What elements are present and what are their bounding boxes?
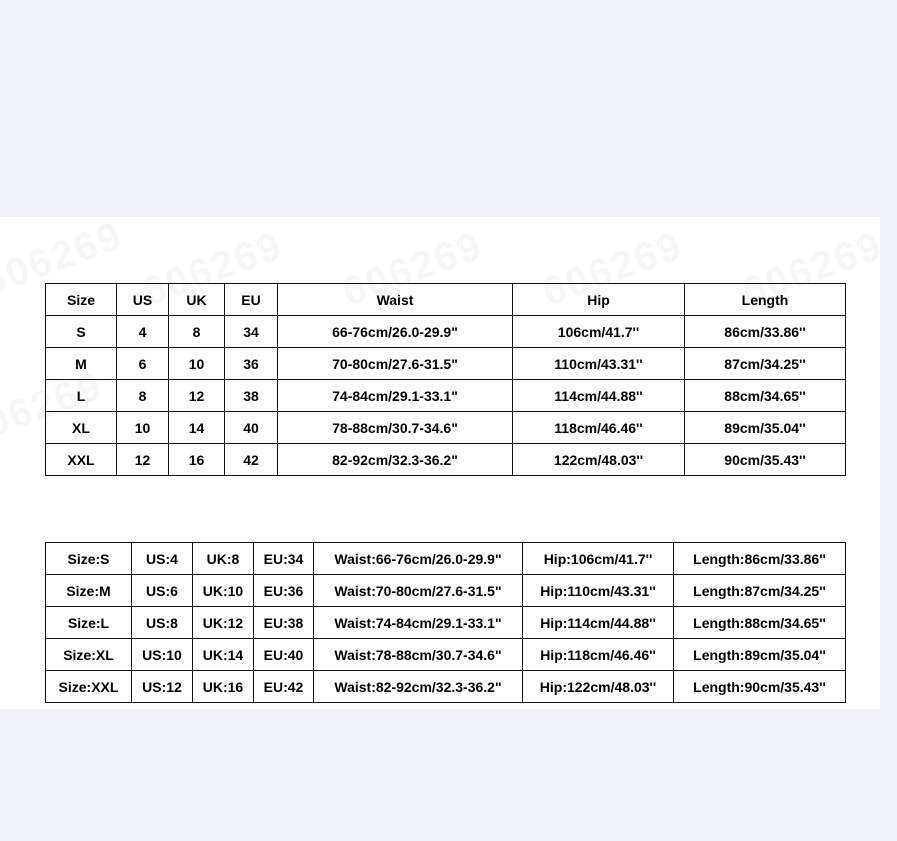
table-row bbox=[46, 380, 846, 412]
cell-uk: 16 bbox=[169, 444, 225, 476]
cell-eu: 42 bbox=[225, 444, 278, 476]
table-row bbox=[46, 412, 846, 444]
header-size: Size bbox=[46, 284, 117, 316]
cell-length: 87cm/34.25'' bbox=[685, 348, 846, 380]
cell-length: 90cm/35.43'' bbox=[685, 444, 846, 476]
cell-waist: Waist:78-88cm/30.7-34.6" bbox=[314, 639, 523, 671]
cell-waist: Waist:74-84cm/29.1-33.1" bbox=[314, 607, 523, 639]
cell-size: L bbox=[46, 380, 117, 412]
cell-size: M bbox=[46, 348, 117, 380]
cell-hip: 118cm/46.46'' bbox=[513, 412, 685, 444]
cell-hip: Hip:110cm/43.31'' bbox=[523, 575, 674, 607]
cell-hip: Hip:118cm/46.46'' bbox=[523, 639, 674, 671]
cell-uk: UK:14 bbox=[193, 639, 254, 671]
cell-us: US:8 bbox=[132, 607, 193, 639]
header-us: US bbox=[117, 284, 169, 316]
table-row bbox=[46, 607, 846, 639]
cell-waist: Waist:70-80cm/27.6-31.5" bbox=[314, 575, 523, 607]
cell-eu: EU:42 bbox=[254, 671, 314, 703]
cell-uk: UK:8 bbox=[193, 543, 254, 575]
cell-size: Size:XXL bbox=[46, 671, 132, 703]
cell-eu: EU:40 bbox=[254, 639, 314, 671]
cell-eu: EU:38 bbox=[254, 607, 314, 639]
cell-us: US:6 bbox=[132, 575, 193, 607]
header-hip: Hip bbox=[513, 284, 685, 316]
size-table-labeled bbox=[45, 542, 846, 703]
cell-hip: 106cm/41.7'' bbox=[513, 316, 685, 348]
cell-hip: 114cm/44.88'' bbox=[513, 380, 685, 412]
cell-hip: 110cm/43.31'' bbox=[513, 348, 685, 380]
cell-uk: 10 bbox=[169, 348, 225, 380]
cell-length: Length:87cm/34.25'' bbox=[674, 575, 846, 607]
cell-us: 8 bbox=[117, 380, 169, 412]
cell-size: Size:M bbox=[46, 575, 132, 607]
table-row bbox=[46, 639, 846, 671]
cell-size: Size:XL bbox=[46, 639, 132, 671]
table-row bbox=[46, 348, 846, 380]
cell-us: 12 bbox=[117, 444, 169, 476]
table-header-row bbox=[46, 284, 846, 316]
cell-waist: 78-88cm/30.7-34.6" bbox=[278, 412, 513, 444]
cell-size: XXL bbox=[46, 444, 117, 476]
size-table-standard bbox=[45, 283, 846, 476]
header-eu: EU bbox=[225, 284, 278, 316]
cell-size: XL bbox=[46, 412, 117, 444]
cell-uk: 14 bbox=[169, 412, 225, 444]
cell-us: 6 bbox=[117, 348, 169, 380]
cell-waist: 70-80cm/27.6-31.5" bbox=[278, 348, 513, 380]
cell-hip: Hip:114cm/44.88'' bbox=[523, 607, 674, 639]
cell-us: US:4 bbox=[132, 543, 193, 575]
cell-length: Length:86cm/33.86'' bbox=[674, 543, 846, 575]
table-row bbox=[46, 671, 846, 703]
table-row bbox=[46, 543, 846, 575]
table-row bbox=[46, 316, 846, 348]
cell-uk: UK:12 bbox=[193, 607, 254, 639]
cell-length: 89cm/35.04'' bbox=[685, 412, 846, 444]
cell-eu: EU:36 bbox=[254, 575, 314, 607]
cell-waist: 66-76cm/26.0-29.9" bbox=[278, 316, 513, 348]
cell-uk: UK:10 bbox=[193, 575, 254, 607]
cell-uk: 12 bbox=[169, 380, 225, 412]
table-row bbox=[46, 444, 846, 476]
cell-us: 10 bbox=[117, 412, 169, 444]
cell-waist: 74-84cm/29.1-33.1" bbox=[278, 380, 513, 412]
cell-hip: 122cm/48.03'' bbox=[513, 444, 685, 476]
header-uk: UK bbox=[169, 284, 225, 316]
cell-us: 4 bbox=[117, 316, 169, 348]
cell-eu: EU:34 bbox=[254, 543, 314, 575]
cell-eu: 38 bbox=[225, 380, 278, 412]
cell-waist: Waist:82-92cm/32.3-36.2" bbox=[314, 671, 523, 703]
cell-eu: 36 bbox=[225, 348, 278, 380]
cell-length: Length:88cm/34.65'' bbox=[674, 607, 846, 639]
cell-waist: Waist:66-76cm/26.0-29.9" bbox=[314, 543, 523, 575]
cell-hip: Hip:122cm/48.03'' bbox=[523, 671, 674, 703]
cell-length: 86cm/33.86'' bbox=[685, 316, 846, 348]
table-row bbox=[46, 575, 846, 607]
cell-size: S bbox=[46, 316, 117, 348]
cell-uk: 8 bbox=[169, 316, 225, 348]
cell-us: US:12 bbox=[132, 671, 193, 703]
header-length: Length bbox=[685, 284, 846, 316]
cell-waist: 82-92cm/32.3-36.2" bbox=[278, 444, 513, 476]
cell-length: 88cm/34.65'' bbox=[685, 380, 846, 412]
cell-size: Size:S bbox=[46, 543, 132, 575]
cell-eu: 34 bbox=[225, 316, 278, 348]
cell-eu: 40 bbox=[225, 412, 278, 444]
cell-length: Length:90cm/35.43'' bbox=[674, 671, 846, 703]
cell-size: Size:L bbox=[46, 607, 132, 639]
cell-hip: Hip:106cm/41.7'' bbox=[523, 543, 674, 575]
header-waist: Waist bbox=[278, 284, 513, 316]
cell-us: US:10 bbox=[132, 639, 193, 671]
cell-length: Length:89cm/35.04'' bbox=[674, 639, 846, 671]
cell-uk: UK:16 bbox=[193, 671, 254, 703]
